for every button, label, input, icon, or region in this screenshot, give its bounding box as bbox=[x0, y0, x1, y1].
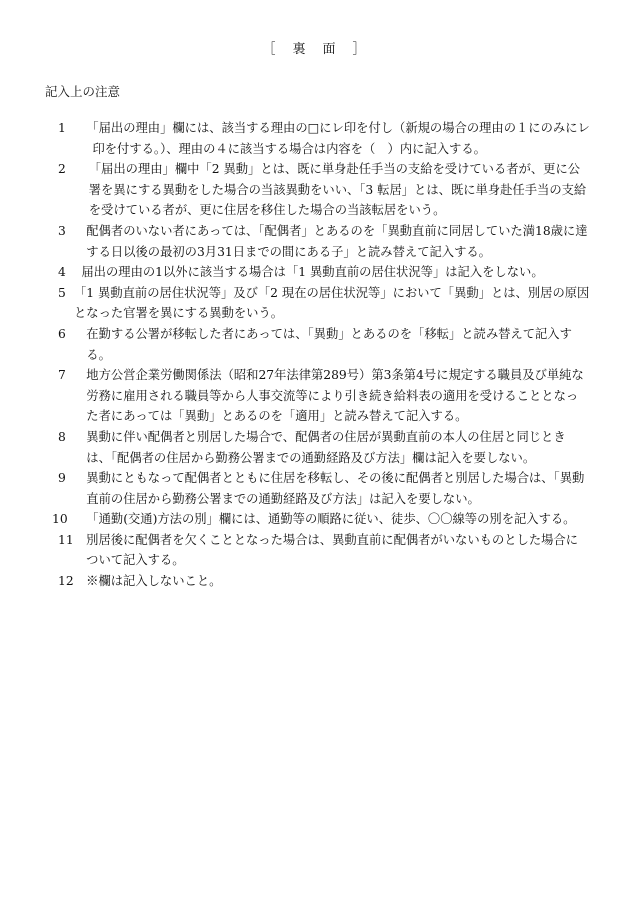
note-number: 3 bbox=[58, 223, 66, 238]
note-item bbox=[58, 427, 590, 468]
note-text: 在勤する公署が移転した者にあっては、「異動」とあるのを「移転」と読み替えて記入する。 bbox=[86, 326, 572, 362]
note-text: 「通勤(交通)方法の別」欄には、通勤等の順路に従い、徒歩、〇〇線等の別を記入する。 bbox=[86, 512, 576, 527]
note-item bbox=[58, 468, 590, 509]
note-text: 「届出の理由」欄中「2 異動」とは、既に単身赴任手当の支給を受けている者が、更に公署を異にする異動をした場合の当該異動をいい、「3 転居」とは、既に単身赴任手当の支給を受けている者が、更に住居を移住した場合の当該転居をいう。 bbox=[88, 162, 587, 218]
note-text: 異動に伴い配偶者と別居した場合で、配偶者の住居が異動直前の本人の住居と同じときは、「配偶者の住居から勤務公署までの通勤経路及び方法」欄は記入を要しない。 bbox=[86, 429, 566, 465]
note-item bbox=[58, 283, 590, 324]
note-text: 届出の理由の1以外に該当する場合は「1 異動直前の居住状況等」は記入をしない。 bbox=[81, 265, 544, 280]
note-item bbox=[58, 324, 590, 365]
note-item bbox=[58, 262, 590, 283]
note-text: 「1 異動直前の居住状況等」及び「2 現在の居住状況等」において「異動」とは、別居の原因となった官署を異にする異動をいう。 bbox=[74, 285, 590, 321]
note-number: 12 bbox=[58, 574, 74, 589]
note-number: 2 bbox=[58, 162, 66, 177]
note-number: 4 bbox=[58, 265, 66, 280]
note-text: 「届出の理由」欄には、該当する理由の□にレ印を付し（新規の場合の理由の１にのみにレ印を付する。）、理由の４に該当する場合は内容を（ ）内に記入する。 bbox=[86, 121, 590, 156]
notes-heading: 記入上の注意 bbox=[45, 84, 121, 99]
note-number: 7 bbox=[58, 368, 66, 383]
page-title: ［ 裏 面 ］ bbox=[262, 42, 368, 57]
note-text: 配偶者のいない者にあっては、「配偶者」とあるのを「異動直前に同居していた満18歳に達する日以後の最初の3月31日までの間にある子」と読み替えて記入する。 bbox=[86, 223, 588, 259]
note-number: 11 bbox=[58, 532, 74, 547]
note-item bbox=[58, 365, 590, 427]
note-text: ※欄は記入しないこと。 bbox=[86, 574, 222, 589]
note-item bbox=[58, 159, 590, 221]
note-text: 異動にともなって配偶者とともに住居を移転し、その後に配偶者と別居した場合は、「異動直前の住居から勤務公署までの通勤経路及び方法」は記入を要しない。 bbox=[86, 471, 585, 506]
note-number: 5 bbox=[58, 285, 66, 300]
note-item bbox=[58, 118, 590, 159]
note-item bbox=[52, 509, 590, 530]
note-text: 別居後に配偶者を欠くこととなった場合は、異動直前に配偶者がいないものとした場合について記入する。 bbox=[86, 532, 579, 568]
note-item bbox=[58, 221, 590, 262]
note-item bbox=[58, 571, 590, 592]
note-number: 8 bbox=[58, 429, 66, 444]
note-number: 1 bbox=[58, 121, 66, 135]
note-number: 9 bbox=[58, 471, 66, 486]
notes-list bbox=[52, 118, 590, 592]
note-number: 10 bbox=[52, 512, 68, 527]
note-text: 地方公営企業労働関係法（昭和27年法律第289号）第3条第4号に規定する職員及び単純な労務に雇用される職員等から人事交流等により引き続き給料表の適用を受けることとなった者にあっては「異動」とあるのを「適用」と読み替えて記入する。 bbox=[86, 368, 584, 424]
note-number: 6 bbox=[58, 326, 66, 341]
note-item bbox=[58, 530, 590, 571]
